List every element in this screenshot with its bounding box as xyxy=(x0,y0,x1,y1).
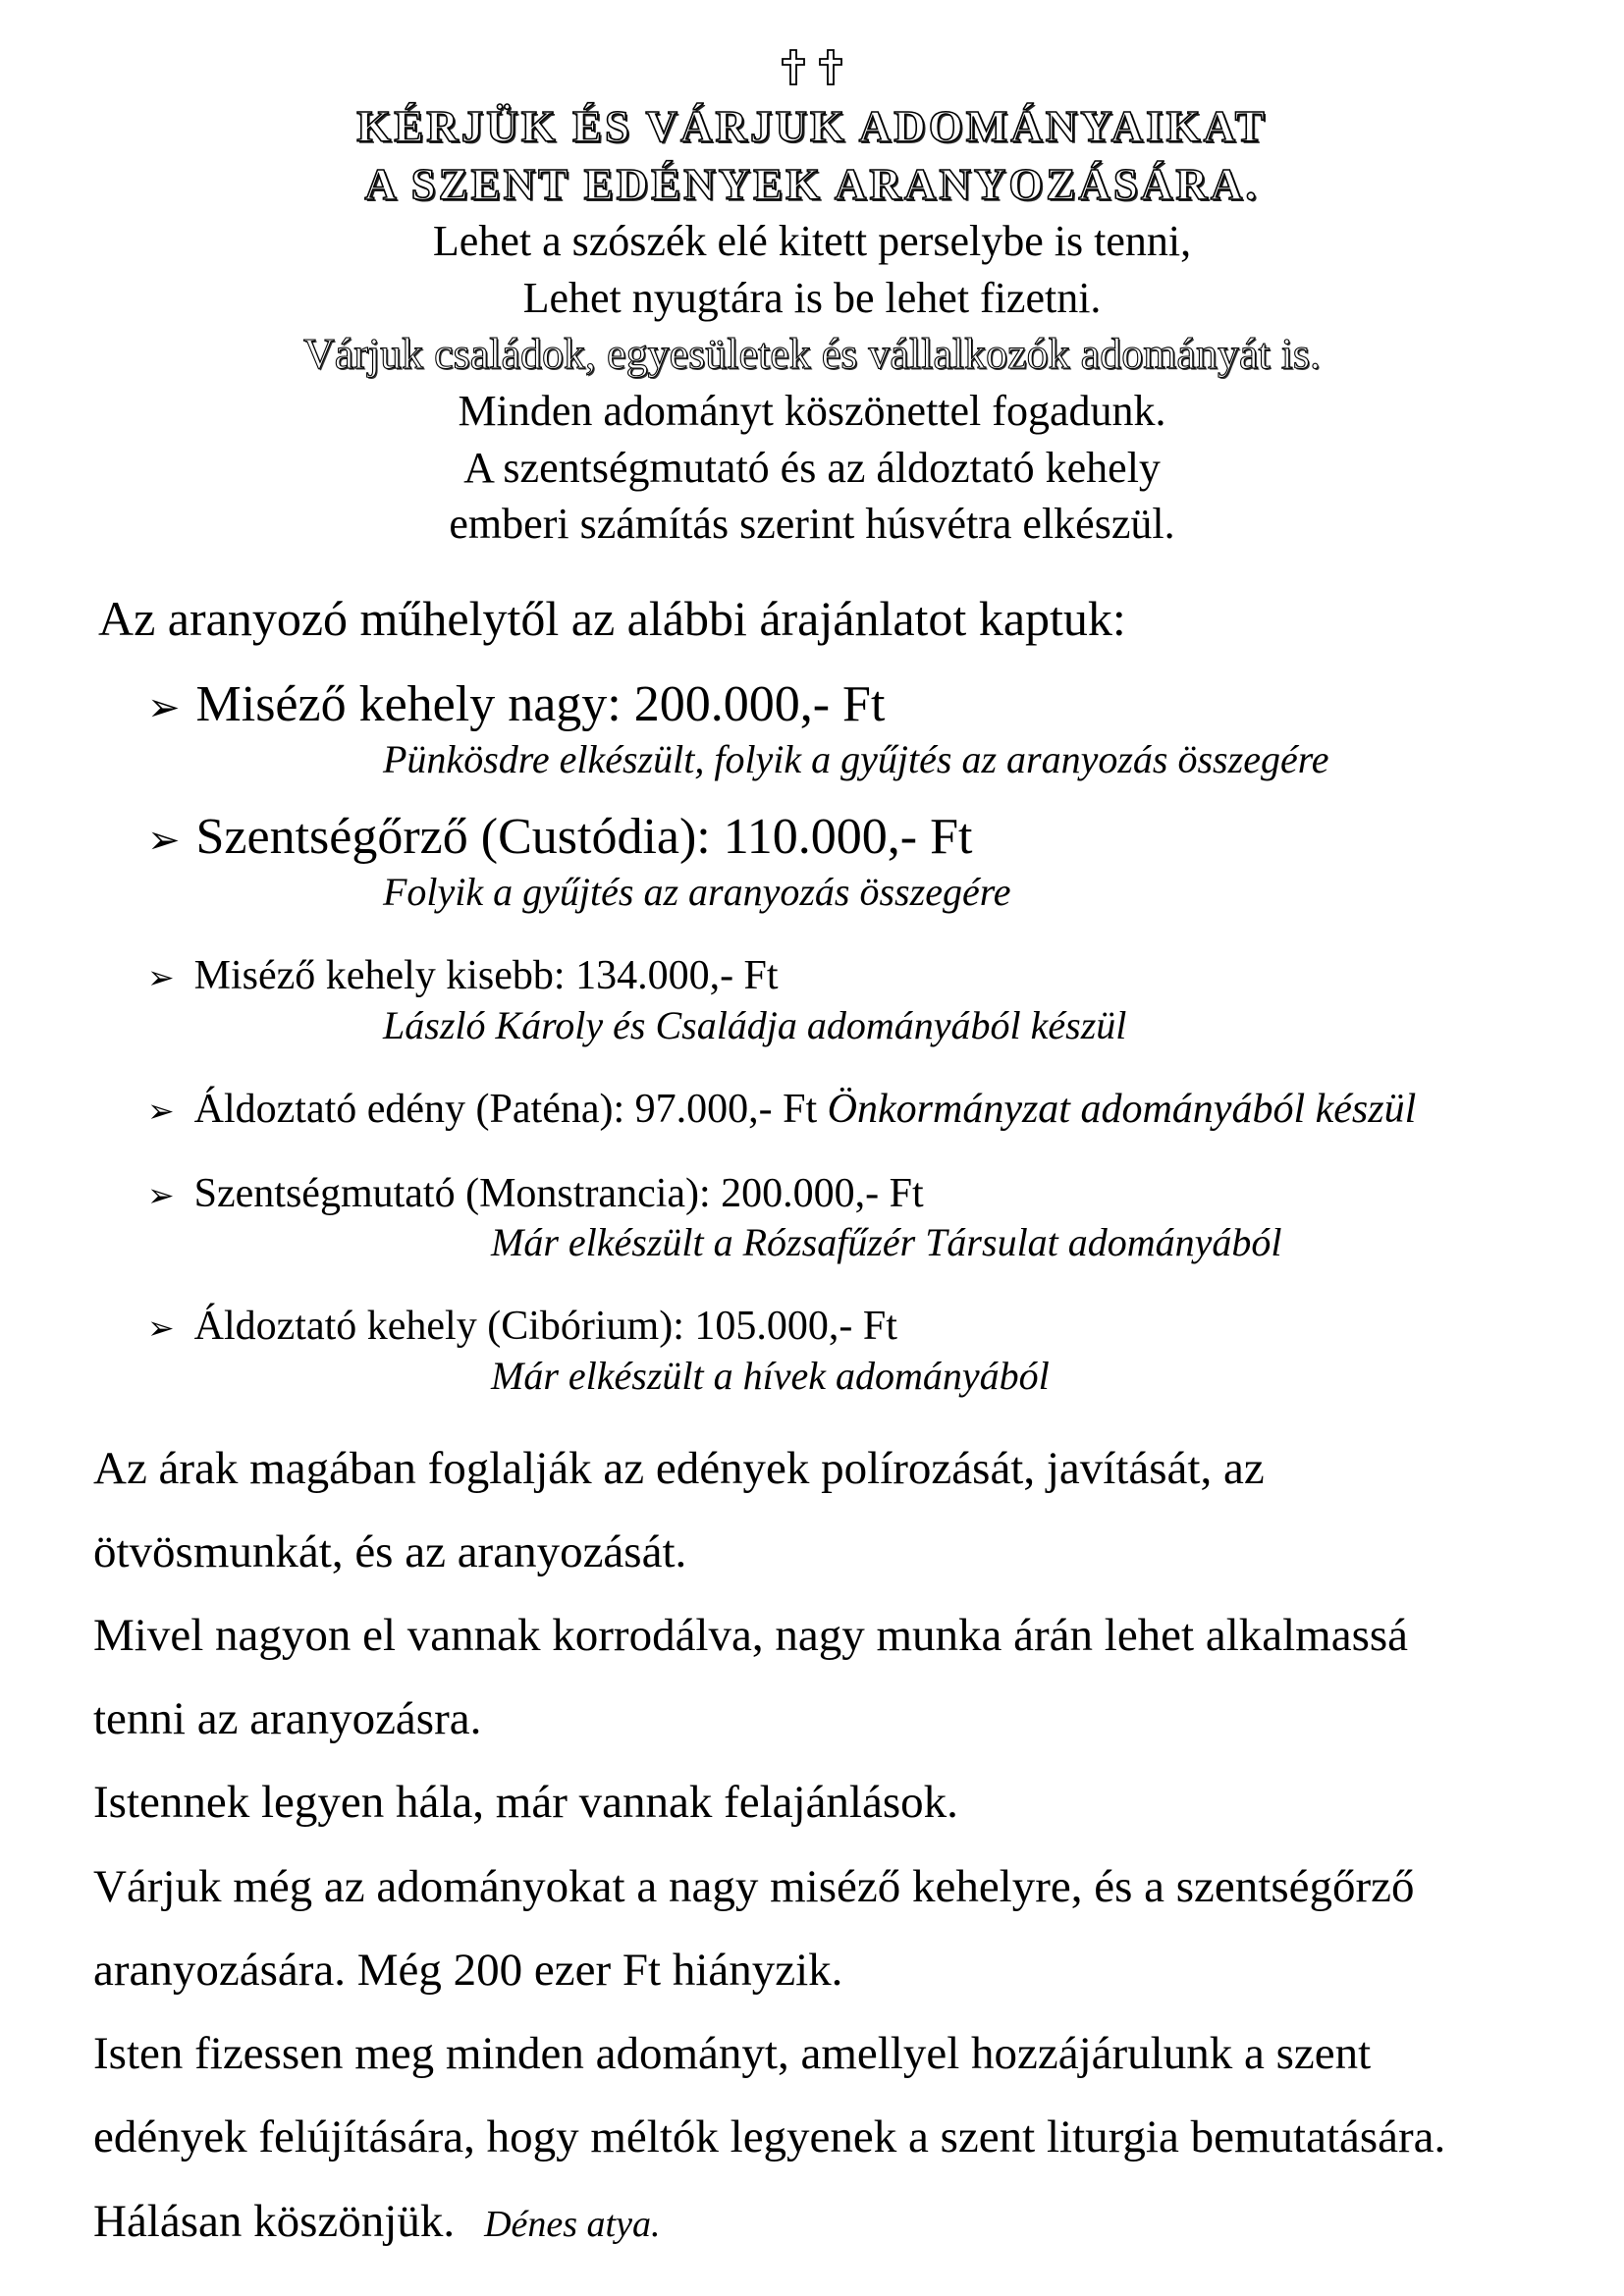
body-line: Mivel nagyon el vannak korrodálva, nagy munka árán lehet alkalmassá xyxy=(93,1610,1409,1661)
closing-line xyxy=(93,2193,1531,2251)
latin-cross-icon xyxy=(819,49,842,85)
title-line-1: KÉRJÜK ÉS VÁRJUK ADOMÁNYAIKAT xyxy=(356,102,1268,151)
item-note: Már elkészült a hívek adományából xyxy=(491,1353,1050,1398)
crosses-decoration xyxy=(93,49,1531,88)
signature: Dénes atya. xyxy=(484,2203,661,2245)
donation-item xyxy=(147,1170,1531,1217)
intro-line: Az aranyozó műhelytől az alábbi árajánlatot kaptuk: xyxy=(98,590,1126,646)
item-label: Miséző kehely kisebb: 134.000,- Ft xyxy=(193,953,779,999)
arrowhead-bullet-icon: ➢ xyxy=(147,684,181,730)
body-line: tenni az aranyozásra. xyxy=(93,1693,482,1745)
body-line: ötvösmunkát, és az aranyozását. xyxy=(93,1525,687,1577)
body-line: Isten fizessen meg minden adományt, amellyel hozzájárulunk a szent xyxy=(93,2028,1372,2080)
donation-item xyxy=(147,952,1531,999)
item-label-text: Áldoztató edény (Paténa): 97.000,- Ft xyxy=(193,1086,818,1132)
header-line-4: Minden adományt köszönettel fogadunk. xyxy=(458,386,1166,435)
arrowhead-bullet-icon: ➢ xyxy=(147,1308,175,1348)
item-label: Szentségőrző (Custódia): 110.000,- Ft xyxy=(195,809,973,866)
arrowhead-bullet-icon: ➢ xyxy=(147,1091,175,1130)
donation-item xyxy=(147,1303,1531,1350)
item-label xyxy=(194,1086,1417,1133)
body-paragraphs xyxy=(93,1440,1531,2251)
item-label: Szentségmutató (Monstrancia): 200.000,- Ft xyxy=(193,1170,924,1216)
item-note: Pünkösdre elkészült, folyik a gyűjtés az aranyozás összegére xyxy=(383,737,1329,782)
header-line-3: Várjuk családok, egyesületek és vállalkozók adományát is. xyxy=(302,330,1322,379)
item-inline-note: Önkormányzat adományából készül xyxy=(827,1086,1417,1132)
body-line: Az árak magában foglalják az edények polírozását, javítását, az xyxy=(93,1442,1265,1494)
body-line: edények felújítására, hogy méltók legyenek a szent liturgia bemutatására. xyxy=(93,2111,1446,2163)
header-line-1: Lehet a szószék elé kitett perselybe is tenni, xyxy=(432,217,1192,265)
item-label: Miséző kehely nagy: 200.000,- Ft xyxy=(195,675,886,732)
title-line-2: A SZENT EDÉNYEK ARANYOZÁSÁRA. xyxy=(364,159,1260,209)
arrowhead-bullet-icon: ➢ xyxy=(147,1175,175,1214)
item-note: László Károly és Családja adományából készül xyxy=(383,1002,1127,1047)
donation-item xyxy=(147,1086,1531,1133)
header-line-2: Lehet nyugtára is be lehet fizetni. xyxy=(522,273,1102,322)
header-line-5: A szentségmutató és az áldoztató kehely xyxy=(463,443,1161,492)
closing-text: Hálásan köszönjük. xyxy=(93,2195,456,2247)
arrowhead-bullet-icon: ➢ xyxy=(147,958,175,997)
item-note: Folyik a gyűjtés az aranyozás összegére xyxy=(383,870,1011,915)
body-line: aranyozására. Még 200 ezer Ft hiányzik. xyxy=(93,1944,843,1996)
item-note: Már elkészült a Rózsafűzér Társulat adományából xyxy=(491,1220,1282,1265)
latin-cross-icon xyxy=(782,49,805,85)
item-label: Áldoztató kehely (Cibórium): 105.000,- Ft xyxy=(193,1304,897,1350)
arrowhead-bullet-icon: ➢ xyxy=(147,818,181,864)
header-line-6: emberi számítás szerint húsvétra elkészül. xyxy=(449,500,1175,549)
donation-item xyxy=(147,675,1531,734)
body-line: Várjuk még az adományokat a nagy miséző kehelyre, és a szentségőrző xyxy=(93,1860,1415,1912)
price-list xyxy=(147,675,1531,1399)
donation-item xyxy=(147,808,1531,867)
body-line: Istennek legyen hála, már vannak felajánlások. xyxy=(93,1777,958,1829)
